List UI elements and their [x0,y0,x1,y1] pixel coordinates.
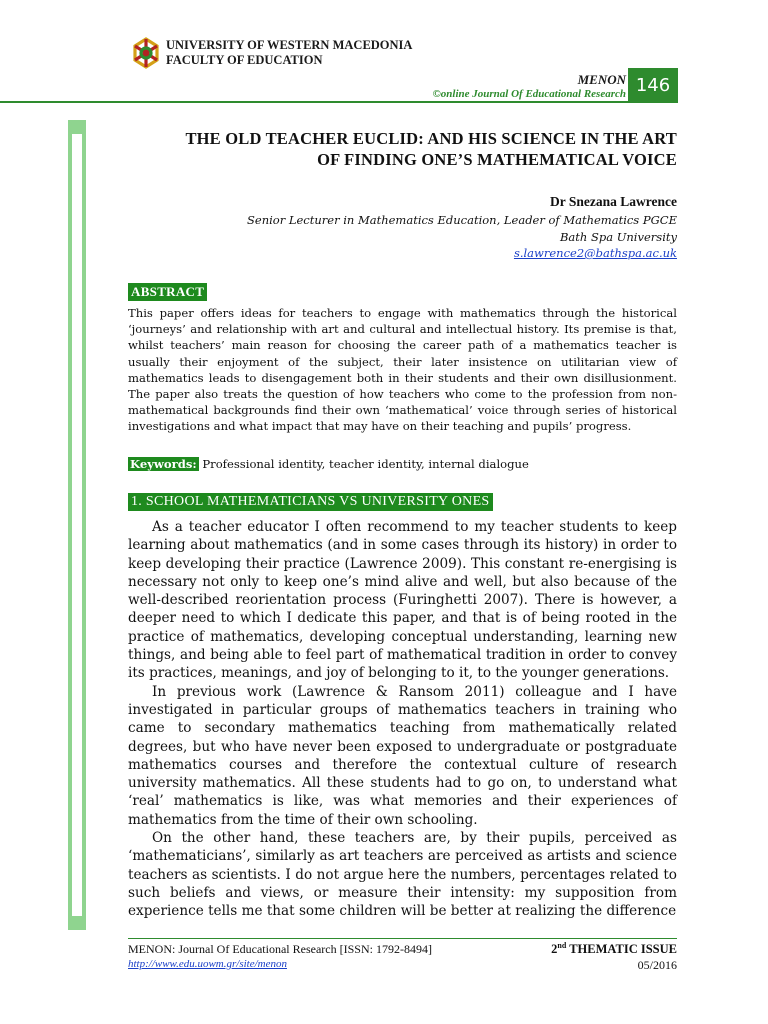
section-1-body [128,518,677,921]
footer-url-link[interactable]: http://www.edu.uowm.gr/site/menon [128,958,287,970]
university-header [166,38,412,68]
paper-title [120,128,677,170]
keywords-text: Professional identity, teacher identity, internal dialogue [202,457,529,471]
journal-subtitle: ©online Journal Of Educational Research [432,88,626,100]
author-affiliation [247,212,677,262]
footer-journal: MENON: Journal Of Educational Research [ISSN: 1792-8494] [128,942,432,956]
issue-ordinal: 2 [551,942,558,957]
paragraph: On the other hand, these teachers are, by their pupils, perceived as ‘mathematicians’, similarly as art teachers are perceived as artists and science teachers as scientists. I do not argue here the numbers, percentages related to such beliefs and views, or measure their intensity: my supposition from experience tells me that some children will be better at realizing the difference [128,830,677,920]
knot-emblem-icon [129,36,163,70]
author-position: Senior Lecturer in Mathematics Education, Leader of Mathematics PGCE [247,213,677,227]
abstract-text: This paper offers ideas for teachers to engage with mathematics through the historical ‘journeys’ and relationship with art and cultural and intellectual history. Its premise is that, whilst teachers’ main reason for choosing the career path of a mathematics teacher is usually their enjoyment of the subject, their later insistence on utilitarian view of mathematics leads to disengagement both in their students and their own disillusionment. The paper also treats the question of how teachers who come to the profession from non-mathematical backgrounds find their own ‘mathematical’ voice through series of historical investigations and what impact that may have on their teaching and pupils’ progress. [128,306,677,434]
journal-name: MENON [577,72,626,87]
section-1-heading: 1. SCHOOL MATHEMATICIANS VS UNIVERSITY ONES [128,493,493,511]
paragraph: As a teacher educator I often recommend to my teacher students to keep learning about mathematics (and in some cases through its history) in order to keep developing their practice (Lawrence 2009). This constant re-energising is necessary not only to keep one’s mind alive and well, but also because of the well-described reorientation process (Furinghetti 2007). There is however, a deeper need to which I dedicate this paper, and that is of being rooted in the practice of mathematics, developing conceptual understanding, learning new things, and being able to feel part of mathematical tradition in order to convey its practices, meanings, and joy of belonging to it, to the younger generations. [128,519,677,682]
university-name: UNIVERSITY OF WESTERN MACEDONIA [166,38,413,52]
abstract-heading: ABSTRACT [128,283,207,301]
title-line-1: THE OLD TEACHER EUCLID: AND HIS SCIENCE IN THE ART [185,129,677,148]
author-name: Dr Snezana Lawrence [550,194,677,209]
issue-label: THEMATIC ISSUE [569,942,677,957]
faculty-name: FACULTY OF EDUCATION [166,53,323,67]
footer-rule [128,938,677,939]
author-email-link[interactable]: s.lawrence2@bathspa.ac.uk [513,246,677,260]
title-line-2: OF FINDING ONE’S MATHEMATICAL VOICE [317,150,677,169]
keywords-line [128,457,529,471]
footer-date: 05/2016 [637,958,677,972]
page-number: 146 [628,68,678,103]
sidebar-decoration-inner [72,134,82,916]
issue-suffix: nd [557,941,567,950]
author-institution: Bath Spa University [559,229,677,244]
footer-issue [551,941,677,957]
header-rule [0,101,628,103]
paragraph: In previous work (Lawrence & Ransom 2011) colleague and I have investigated in particular groups of mathematics teachers in training who came to secondary mathematics teaching from mathematically related degrees, but who have never been exposed to undergraduate or postgraduate mathematics courses and therefore the contextual culture of research university mathematics. All these students had to go on, to understand what ‘real’ mathematics is like, was what memories and their experiences of mathematics from the time of their own schooling. [128,683,677,828]
keywords-label: Keywords: [130,457,197,471]
